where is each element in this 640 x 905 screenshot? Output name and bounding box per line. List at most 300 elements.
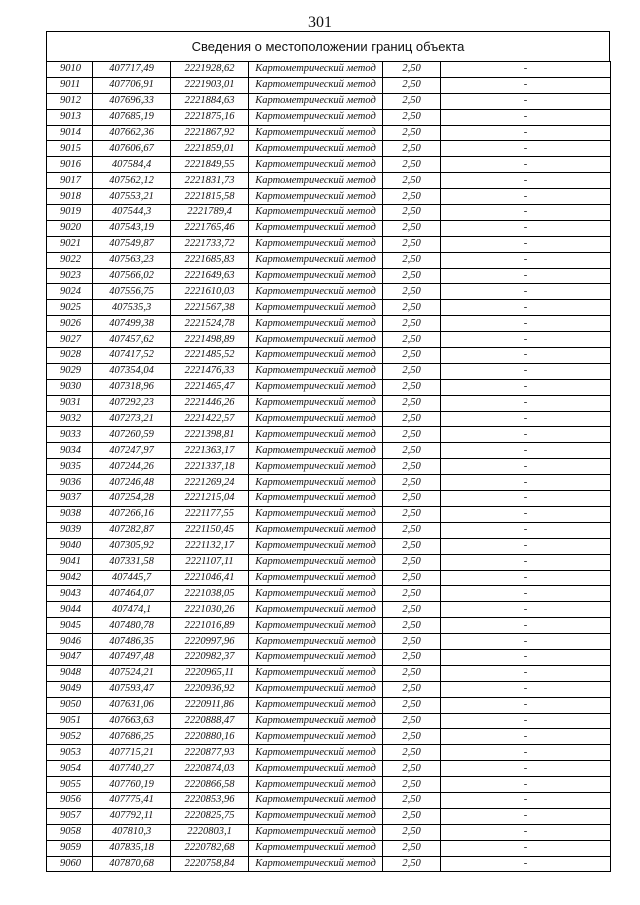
table-row bbox=[47, 332, 611, 348]
table-row bbox=[47, 459, 611, 475]
cell-point-number: 9017 bbox=[47, 173, 93, 189]
cell-accuracy: 2,50 bbox=[383, 205, 441, 221]
cell-method: Картометрический метод bbox=[249, 316, 383, 332]
table-row bbox=[47, 379, 611, 395]
cell-note: - bbox=[441, 713, 611, 729]
cell-y-coordinate: 2221046,41 bbox=[171, 570, 249, 586]
table-row bbox=[47, 189, 611, 205]
cell-note: - bbox=[441, 649, 611, 665]
cell-method: Картометрический метод bbox=[249, 300, 383, 316]
cell-method: Картометрический метод bbox=[249, 189, 383, 205]
cell-point-number: 9044 bbox=[47, 602, 93, 618]
cell-y-coordinate: 2221177,55 bbox=[171, 506, 249, 522]
cell-y-coordinate: 2221685,83 bbox=[171, 252, 249, 268]
table-row bbox=[47, 443, 611, 459]
cell-method: Картометрический метод bbox=[249, 427, 383, 443]
cell-x-coordinate: 407354,04 bbox=[93, 363, 171, 379]
table-row bbox=[47, 300, 611, 316]
cell-note: - bbox=[441, 586, 611, 602]
cell-method: Картометрический метод bbox=[249, 681, 383, 697]
cell-point-number: 9037 bbox=[47, 491, 93, 507]
cell-point-number: 9026 bbox=[47, 316, 93, 332]
cell-accuracy: 2,50 bbox=[383, 570, 441, 586]
cell-x-coordinate: 407486,35 bbox=[93, 634, 171, 650]
cell-point-number: 9043 bbox=[47, 586, 93, 602]
cell-point-number: 9038 bbox=[47, 506, 93, 522]
cell-accuracy: 2,50 bbox=[383, 554, 441, 570]
cell-accuracy: 2,50 bbox=[383, 173, 441, 189]
cell-x-coordinate: 407740,27 bbox=[93, 761, 171, 777]
cell-note: - bbox=[441, 348, 611, 364]
cell-y-coordinate: 2221649,63 bbox=[171, 268, 249, 284]
cell-y-coordinate: 2220965,11 bbox=[171, 665, 249, 681]
cell-note: - bbox=[441, 77, 611, 93]
cell-accuracy: 2,50 bbox=[383, 300, 441, 316]
cell-method: Картометрический метод bbox=[249, 252, 383, 268]
cell-accuracy: 2,50 bbox=[383, 77, 441, 93]
cell-x-coordinate: 407497,48 bbox=[93, 649, 171, 665]
cell-note: - bbox=[441, 284, 611, 300]
cell-y-coordinate: 2220853,96 bbox=[171, 792, 249, 808]
cell-method: Картометрический метод bbox=[249, 332, 383, 348]
cell-accuracy: 2,50 bbox=[383, 363, 441, 379]
cell-point-number: 9010 bbox=[47, 62, 93, 78]
cell-method: Картометрический метод bbox=[249, 157, 383, 173]
cell-note: - bbox=[441, 602, 611, 618]
cell-y-coordinate: 2221849,55 bbox=[171, 157, 249, 173]
cell-y-coordinate: 2220888,47 bbox=[171, 713, 249, 729]
cell-x-coordinate: 407631,06 bbox=[93, 697, 171, 713]
cell-accuracy: 2,50 bbox=[383, 252, 441, 268]
cell-point-number: 9045 bbox=[47, 618, 93, 634]
cell-point-number: 9029 bbox=[47, 363, 93, 379]
cell-x-coordinate: 407715,21 bbox=[93, 745, 171, 761]
cell-accuracy: 2,50 bbox=[383, 427, 441, 443]
cell-accuracy: 2,50 bbox=[383, 236, 441, 252]
cell-y-coordinate: 2220877,93 bbox=[171, 745, 249, 761]
cell-accuracy: 2,50 bbox=[383, 268, 441, 284]
table-row bbox=[47, 824, 611, 840]
cell-note: - bbox=[441, 808, 611, 824]
cell-point-number: 9058 bbox=[47, 824, 93, 840]
table-row bbox=[47, 840, 611, 856]
cell-point-number: 9055 bbox=[47, 777, 93, 793]
cell-accuracy: 2,50 bbox=[383, 141, 441, 157]
cell-y-coordinate: 2221485,52 bbox=[171, 348, 249, 364]
cell-accuracy: 2,50 bbox=[383, 220, 441, 236]
cell-accuracy: 2,50 bbox=[383, 808, 441, 824]
cell-accuracy: 2,50 bbox=[383, 411, 441, 427]
cell-accuracy: 2,50 bbox=[383, 586, 441, 602]
table-row bbox=[47, 77, 611, 93]
cell-note: - bbox=[441, 570, 611, 586]
cell-note: - bbox=[441, 745, 611, 761]
cell-method: Картометрический метод bbox=[249, 745, 383, 761]
cell-point-number: 9046 bbox=[47, 634, 93, 650]
cell-accuracy: 2,50 bbox=[383, 665, 441, 681]
cell-method: Картометрический метод bbox=[249, 522, 383, 538]
cell-note: - bbox=[441, 427, 611, 443]
cell-x-coordinate: 407480,78 bbox=[93, 618, 171, 634]
cell-accuracy: 2,50 bbox=[383, 840, 441, 856]
cell-method: Картометрический метод bbox=[249, 634, 383, 650]
cell-method: Картометрический метод bbox=[249, 538, 383, 554]
cell-x-coordinate: 407247,97 bbox=[93, 443, 171, 459]
cell-note: - bbox=[441, 443, 611, 459]
cell-note: - bbox=[441, 697, 611, 713]
cell-accuracy: 2,50 bbox=[383, 125, 441, 141]
cell-method: Картометрический метод bbox=[249, 395, 383, 411]
table-row bbox=[47, 125, 611, 141]
table-row bbox=[47, 284, 611, 300]
cell-x-coordinate: 407792,11 bbox=[93, 808, 171, 824]
cell-y-coordinate: 2221363,17 bbox=[171, 443, 249, 459]
cell-x-coordinate: 407775,41 bbox=[93, 792, 171, 808]
cell-y-coordinate: 2221867,92 bbox=[171, 125, 249, 141]
cell-point-number: 9052 bbox=[47, 729, 93, 745]
table-row bbox=[47, 570, 611, 586]
table-row bbox=[47, 522, 611, 538]
cell-method: Картометрический метод bbox=[249, 792, 383, 808]
cell-point-number: 9020 bbox=[47, 220, 93, 236]
table-row bbox=[47, 554, 611, 570]
cell-x-coordinate: 407706,91 bbox=[93, 77, 171, 93]
cell-note: - bbox=[441, 840, 611, 856]
cell-accuracy: 2,50 bbox=[383, 157, 441, 173]
cell-y-coordinate: 2220758,84 bbox=[171, 856, 249, 872]
cell-y-coordinate: 2221567,38 bbox=[171, 300, 249, 316]
cell-x-coordinate: 407760,19 bbox=[93, 777, 171, 793]
cell-note: - bbox=[441, 777, 611, 793]
table-row bbox=[47, 713, 611, 729]
cell-accuracy: 2,50 bbox=[383, 189, 441, 205]
cell-x-coordinate: 407566,02 bbox=[93, 268, 171, 284]
cell-method: Картометрический метод bbox=[249, 62, 383, 78]
cell-point-number: 9047 bbox=[47, 649, 93, 665]
cell-y-coordinate: 2221524,78 bbox=[171, 316, 249, 332]
cell-point-number: 9021 bbox=[47, 236, 93, 252]
table-row bbox=[47, 506, 611, 522]
cell-y-coordinate: 2220782,68 bbox=[171, 840, 249, 856]
table-row bbox=[47, 316, 611, 332]
cell-x-coordinate: 407696,33 bbox=[93, 93, 171, 109]
cell-note: - bbox=[441, 681, 611, 697]
cell-note: - bbox=[441, 332, 611, 348]
cell-note: - bbox=[441, 618, 611, 634]
cell-point-number: 9015 bbox=[47, 141, 93, 157]
cell-method: Картометрический метод bbox=[249, 125, 383, 141]
cell-method: Картометрический метод bbox=[249, 379, 383, 395]
cell-point-number: 9056 bbox=[47, 792, 93, 808]
cell-note: - bbox=[441, 157, 611, 173]
cell-note: - bbox=[441, 93, 611, 109]
cell-method: Картометрический метод bbox=[249, 586, 383, 602]
cell-method: Картометрический метод bbox=[249, 506, 383, 522]
cell-point-number: 9025 bbox=[47, 300, 93, 316]
cell-x-coordinate: 407474,1 bbox=[93, 602, 171, 618]
table-row bbox=[47, 538, 611, 554]
cell-method: Картометрический метод bbox=[249, 649, 383, 665]
cell-x-coordinate: 407810,3 bbox=[93, 824, 171, 840]
cell-x-coordinate: 407563,23 bbox=[93, 252, 171, 268]
cell-x-coordinate: 407246,48 bbox=[93, 475, 171, 491]
cell-note: - bbox=[441, 109, 611, 125]
table-row bbox=[47, 634, 611, 650]
cell-accuracy: 2,50 bbox=[383, 491, 441, 507]
cell-note: - bbox=[441, 506, 611, 522]
cell-method: Картометрический метод bbox=[249, 840, 383, 856]
table-row bbox=[47, 602, 611, 618]
table-row bbox=[47, 395, 611, 411]
cell-point-number: 9011 bbox=[47, 77, 93, 93]
table-row bbox=[47, 697, 611, 713]
cell-x-coordinate: 407556,75 bbox=[93, 284, 171, 300]
cell-method: Картометрический метод bbox=[249, 570, 383, 586]
cell-note: - bbox=[441, 205, 611, 221]
cell-point-number: 9022 bbox=[47, 252, 93, 268]
cell-point-number: 9060 bbox=[47, 856, 93, 872]
cell-accuracy: 2,50 bbox=[383, 697, 441, 713]
cell-method: Картометрический метод bbox=[249, 284, 383, 300]
cell-y-coordinate: 2221398,81 bbox=[171, 427, 249, 443]
cell-method: Картометрический метод bbox=[249, 348, 383, 364]
table-title: Сведения о местоположении границ объекта bbox=[46, 31, 610, 61]
table-row bbox=[47, 157, 611, 173]
table-row bbox=[47, 777, 611, 793]
cell-point-number: 9053 bbox=[47, 745, 93, 761]
cell-x-coordinate: 407549,87 bbox=[93, 236, 171, 252]
cell-point-number: 9018 bbox=[47, 189, 93, 205]
table-row bbox=[47, 475, 611, 491]
cell-y-coordinate: 2221884,63 bbox=[171, 93, 249, 109]
cell-x-coordinate: 407417,52 bbox=[93, 348, 171, 364]
cell-accuracy: 2,50 bbox=[383, 475, 441, 491]
cell-point-number: 9013 bbox=[47, 109, 93, 125]
table-row bbox=[47, 411, 611, 427]
cell-method: Картометрический метод bbox=[249, 697, 383, 713]
coordinates-table bbox=[46, 61, 611, 872]
cell-x-coordinate: 407254,28 bbox=[93, 491, 171, 507]
cell-x-coordinate: 407318,96 bbox=[93, 379, 171, 395]
cell-accuracy: 2,50 bbox=[383, 681, 441, 697]
cell-accuracy: 2,50 bbox=[383, 761, 441, 777]
cell-method: Картометрический метод bbox=[249, 761, 383, 777]
cell-y-coordinate: 2221476,33 bbox=[171, 363, 249, 379]
cell-x-coordinate: 407562,12 bbox=[93, 173, 171, 189]
cell-accuracy: 2,50 bbox=[383, 792, 441, 808]
cell-method: Картометрический метод bbox=[249, 236, 383, 252]
cell-y-coordinate: 2221269,24 bbox=[171, 475, 249, 491]
cell-x-coordinate: 407260,59 bbox=[93, 427, 171, 443]
cell-y-coordinate: 2221215,04 bbox=[171, 491, 249, 507]
cell-x-coordinate: 407593,47 bbox=[93, 681, 171, 697]
table-row bbox=[47, 586, 611, 602]
table-row bbox=[47, 856, 611, 872]
table-row bbox=[47, 618, 611, 634]
cell-accuracy: 2,50 bbox=[383, 332, 441, 348]
cell-x-coordinate: 407457,62 bbox=[93, 332, 171, 348]
table-row bbox=[47, 363, 611, 379]
table-row bbox=[47, 141, 611, 157]
cell-accuracy: 2,50 bbox=[383, 284, 441, 300]
cell-note: - bbox=[441, 475, 611, 491]
cell-accuracy: 2,50 bbox=[383, 506, 441, 522]
cell-note: - bbox=[441, 729, 611, 745]
cell-accuracy: 2,50 bbox=[383, 729, 441, 745]
cell-note: - bbox=[441, 173, 611, 189]
cell-method: Картометрический метод bbox=[249, 93, 383, 109]
cell-x-coordinate: 407663,63 bbox=[93, 713, 171, 729]
table-row bbox=[47, 348, 611, 364]
cell-accuracy: 2,50 bbox=[383, 459, 441, 475]
cell-y-coordinate: 2220936,92 bbox=[171, 681, 249, 697]
cell-note: - bbox=[441, 300, 611, 316]
cell-point-number: 9035 bbox=[47, 459, 93, 475]
cell-point-number: 9033 bbox=[47, 427, 93, 443]
table-row bbox=[47, 681, 611, 697]
cell-y-coordinate: 2221465,47 bbox=[171, 379, 249, 395]
cell-accuracy: 2,50 bbox=[383, 348, 441, 364]
cell-y-coordinate: 2221859,01 bbox=[171, 141, 249, 157]
cell-x-coordinate: 407543,19 bbox=[93, 220, 171, 236]
cell-y-coordinate: 2221422,57 bbox=[171, 411, 249, 427]
cell-method: Картометрический метод bbox=[249, 729, 383, 745]
cell-method: Картометрический метод bbox=[249, 173, 383, 189]
cell-x-coordinate: 407445,7 bbox=[93, 570, 171, 586]
cell-method: Картометрический метод bbox=[249, 777, 383, 793]
cell-method: Картометрический метод bbox=[249, 554, 383, 570]
cell-method: Картометрический метод bbox=[249, 220, 383, 236]
boundary-table-frame bbox=[46, 31, 610, 872]
cell-method: Картометрический метод bbox=[249, 824, 383, 840]
cell-point-number: 9024 bbox=[47, 284, 93, 300]
cell-point-number: 9012 bbox=[47, 93, 93, 109]
cell-y-coordinate: 2221733,72 bbox=[171, 236, 249, 252]
cell-accuracy: 2,50 bbox=[383, 634, 441, 650]
cell-note: - bbox=[441, 395, 611, 411]
cell-method: Картометрический метод bbox=[249, 109, 383, 125]
cell-point-number: 9040 bbox=[47, 538, 93, 554]
table-row bbox=[47, 491, 611, 507]
cell-y-coordinate: 2221498,89 bbox=[171, 332, 249, 348]
cell-note: - bbox=[441, 236, 611, 252]
cell-method: Картометрический метод bbox=[249, 411, 383, 427]
cell-x-coordinate: 407244,26 bbox=[93, 459, 171, 475]
table-row bbox=[47, 109, 611, 125]
cell-y-coordinate: 2221831,73 bbox=[171, 173, 249, 189]
cell-note: - bbox=[441, 856, 611, 872]
cell-note: - bbox=[441, 125, 611, 141]
cell-y-coordinate: 2220880,16 bbox=[171, 729, 249, 745]
cell-note: - bbox=[441, 761, 611, 777]
page-number: 301 bbox=[308, 14, 332, 31]
cell-method: Картометрический метод bbox=[249, 491, 383, 507]
cell-x-coordinate: 407584,4 bbox=[93, 157, 171, 173]
cell-accuracy: 2,50 bbox=[383, 379, 441, 395]
cell-accuracy: 2,50 bbox=[383, 602, 441, 618]
cell-point-number: 9057 bbox=[47, 808, 93, 824]
cell-point-number: 9014 bbox=[47, 125, 93, 141]
cell-note: - bbox=[441, 522, 611, 538]
cell-x-coordinate: 407266,16 bbox=[93, 506, 171, 522]
cell-note: - bbox=[441, 316, 611, 332]
cell-accuracy: 2,50 bbox=[383, 856, 441, 872]
cell-accuracy: 2,50 bbox=[383, 316, 441, 332]
cell-accuracy: 2,50 bbox=[383, 618, 441, 634]
cell-point-number: 9059 bbox=[47, 840, 93, 856]
cell-y-coordinate: 2220874,03 bbox=[171, 761, 249, 777]
cell-note: - bbox=[441, 252, 611, 268]
cell-note: - bbox=[441, 379, 611, 395]
cell-note: - bbox=[441, 268, 611, 284]
coordinates-table-body bbox=[47, 62, 611, 872]
table-row bbox=[47, 808, 611, 824]
table-row bbox=[47, 745, 611, 761]
cell-method: Картометрический метод bbox=[249, 459, 383, 475]
cell-method: Картометрический метод bbox=[249, 618, 383, 634]
cell-point-number: 9051 bbox=[47, 713, 93, 729]
cell-y-coordinate: 2221610,03 bbox=[171, 284, 249, 300]
table-row bbox=[47, 649, 611, 665]
cell-point-number: 9032 bbox=[47, 411, 93, 427]
cell-point-number: 9023 bbox=[47, 268, 93, 284]
cell-point-number: 9049 bbox=[47, 681, 93, 697]
cell-method: Картометрический метод bbox=[249, 77, 383, 93]
cell-point-number: 9050 bbox=[47, 697, 93, 713]
cell-point-number: 9054 bbox=[47, 761, 93, 777]
table-row bbox=[47, 205, 611, 221]
table-row bbox=[47, 761, 611, 777]
cell-x-coordinate: 407662,36 bbox=[93, 125, 171, 141]
cell-method: Картометрический метод bbox=[249, 475, 383, 491]
cell-y-coordinate: 2221875,16 bbox=[171, 109, 249, 125]
cell-y-coordinate: 2221815,58 bbox=[171, 189, 249, 205]
cell-x-coordinate: 407717,49 bbox=[93, 62, 171, 78]
cell-accuracy: 2,50 bbox=[383, 109, 441, 125]
table-row bbox=[47, 268, 611, 284]
cell-accuracy: 2,50 bbox=[383, 824, 441, 840]
cell-accuracy: 2,50 bbox=[383, 713, 441, 729]
cell-point-number: 9041 bbox=[47, 554, 93, 570]
cell-y-coordinate: 2220866,58 bbox=[171, 777, 249, 793]
cell-y-coordinate: 2220997,96 bbox=[171, 634, 249, 650]
cell-x-coordinate: 407606,67 bbox=[93, 141, 171, 157]
cell-method: Картометрический метод bbox=[249, 602, 383, 618]
cell-accuracy: 2,50 bbox=[383, 777, 441, 793]
cell-point-number: 9028 bbox=[47, 348, 93, 364]
cell-x-coordinate: 407553,21 bbox=[93, 189, 171, 205]
cell-x-coordinate: 407499,38 bbox=[93, 316, 171, 332]
cell-y-coordinate: 2221030,26 bbox=[171, 602, 249, 618]
cell-note: - bbox=[441, 141, 611, 157]
cell-note: - bbox=[441, 189, 611, 205]
table-row bbox=[47, 173, 611, 189]
cell-x-coordinate: 407686,25 bbox=[93, 729, 171, 745]
cell-y-coordinate: 2221016,89 bbox=[171, 618, 249, 634]
cell-method: Картометрический метод bbox=[249, 141, 383, 157]
cell-point-number: 9030 bbox=[47, 379, 93, 395]
cell-note: - bbox=[441, 220, 611, 236]
cell-point-number: 9027 bbox=[47, 332, 93, 348]
cell-x-coordinate: 407685,19 bbox=[93, 109, 171, 125]
cell-x-coordinate: 407292,23 bbox=[93, 395, 171, 411]
cell-accuracy: 2,50 bbox=[383, 93, 441, 109]
cell-method: Картометрический метод bbox=[249, 856, 383, 872]
cell-point-number: 9048 bbox=[47, 665, 93, 681]
cell-point-number: 9019 bbox=[47, 205, 93, 221]
cell-y-coordinate: 2220982,37 bbox=[171, 649, 249, 665]
cell-note: - bbox=[441, 792, 611, 808]
